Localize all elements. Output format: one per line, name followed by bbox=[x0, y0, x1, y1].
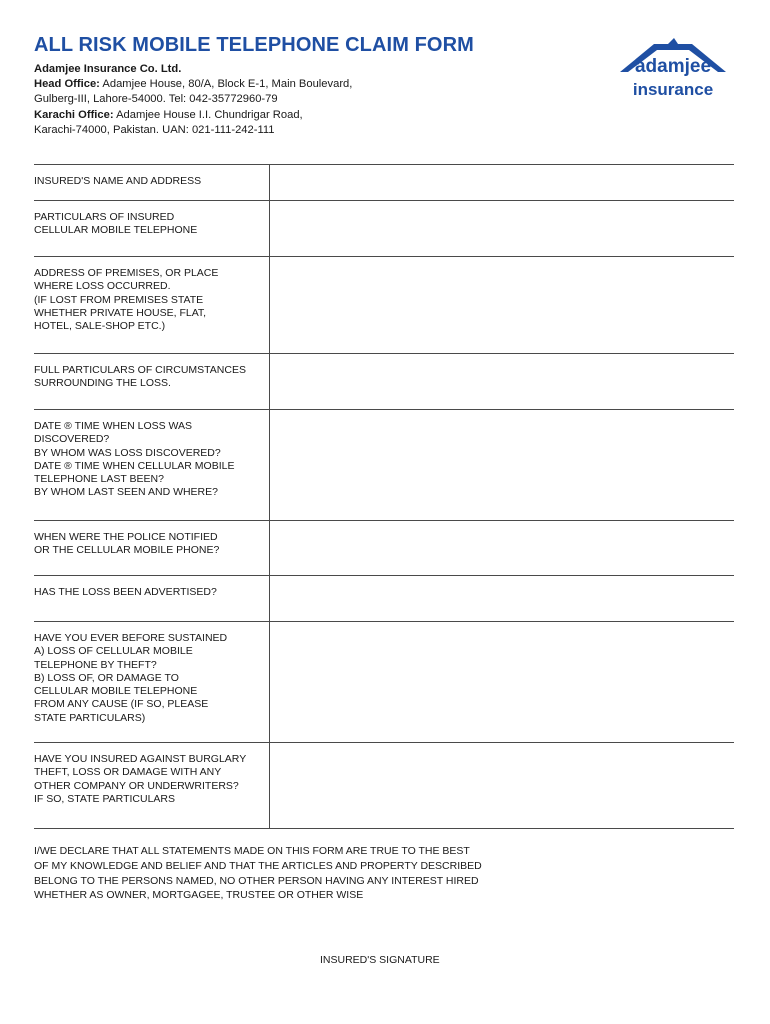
field-label: HAVE YOU INSURED AGAINST BURGLARY THEFT, LOSS OR DAMAGE WITH ANY OTHER COMPANY OR UNDERWRITERS? IF SO, STATE PARTICULARS bbox=[34, 743, 270, 829]
field-label: DATE ® TIME WHEN LOSS WAS DISCOVERED? BY WHOM WAS LOSS DISCOVERED? DATE ® TIME WHEN CELLULAR MOBILE TELEPHONE LAST BEEN? BY WHOM LAST SEEN AND WHERE? bbox=[34, 410, 270, 521]
company-name: Adamjee Insurance Co. Ltd. bbox=[34, 63, 182, 75]
signature-label: INSURED'S SIGNATURE bbox=[320, 954, 440, 966]
head-office-address-1: Adamjee House, 80/A, Block E-1, Main Boulevard, bbox=[102, 78, 353, 91]
insured-name-address-field[interactable] bbox=[270, 165, 735, 201]
form-row-circumstances bbox=[34, 354, 734, 410]
head-office-address-2: Gulberg-III, Lahore-54000. Tel: 042-35772960-79 bbox=[34, 93, 278, 106]
other-insurance-field[interactable] bbox=[270, 743, 735, 829]
adamjee-insurance-logo bbox=[614, 38, 732, 100]
field-label: FULL PARTICULARS OF CIRCUMSTANCES SURROUNDING THE LOSS. bbox=[34, 354, 270, 410]
karachi-office-address-2: Karachi-74000, Pakistan. UAN: 021-111-242-111 bbox=[34, 123, 275, 136]
field-label: HAS THE LOSS BEEN ADVERTISED? bbox=[34, 576, 270, 622]
form-row-phone-particulars bbox=[34, 201, 734, 257]
advertised-field[interactable] bbox=[270, 576, 735, 622]
declaration-text: I/WE DECLARE THAT ALL STATEMENTS MADE ON THIS FORM ARE TRUE TO THE BEST OF MY KNOWLEDGE AND BELIEF AND THAT THE ARTICLES AND PROPERTY DESCRIBED BELONG TO THE PERSONS NAMED, NO OTHER PERSON HAVING ANY INTEREST HIRED WHETHER AS OWNER, MORTGAGEE, TRUSTEE OR OTHER WISE bbox=[34, 845, 482, 902]
head-office-label: Head Office: bbox=[34, 78, 100, 91]
head-office-line1 bbox=[34, 77, 454, 92]
field-label: ADDRESS OF PREMISES, OR PLACE WHERE LOSS OCCURRED. (IF LOST FROM PREMISES STATE WHETHER PRIVATE HOUSE, FLAT, HOTEL, SALE-SHOP ETC.) bbox=[34, 257, 270, 354]
claim-form-table bbox=[34, 164, 734, 829]
form-row-police-notified bbox=[34, 521, 734, 576]
logo-top-text: adamjee bbox=[634, 56, 712, 77]
form-row-other-insurance bbox=[34, 743, 734, 829]
logo-bottom-text: insurance bbox=[632, 80, 714, 99]
field-label: PARTICULARS OF INSURED CELLULAR MOBILE TELEPHONE bbox=[34, 201, 270, 257]
date-time-field[interactable] bbox=[270, 410, 735, 521]
form-row-loss-address bbox=[34, 257, 734, 354]
form-row-advertised bbox=[34, 576, 734, 622]
company-info bbox=[34, 62, 454, 138]
karachi-office-address-1: Adamjee House I.I. Chundrigar Road, bbox=[116, 108, 303, 121]
field-label: WHEN WERE THE POLICE NOTIFIED OR THE CELLULAR MOBILE PHONE? bbox=[34, 521, 270, 576]
form-row-insured-name bbox=[34, 165, 734, 201]
form-row-date-time bbox=[34, 410, 734, 521]
form-row-previous-loss bbox=[34, 622, 734, 743]
loss-address-field[interactable] bbox=[270, 257, 735, 354]
karachi-office-label: Karachi Office: bbox=[34, 108, 114, 121]
field-label: HAVE YOU EVER BEFORE SUSTAINED A) LOSS OF CELLULAR MOBILE TELEPHONE BY THEFT? B) LOSS OF, OR DAMAGE TO CELLULAR MOBILE TELEPHONE FROM ANY CAUSE (IF SO, PLEASE STATE PARTICULARS) bbox=[34, 622, 270, 743]
police-notified-field[interactable] bbox=[270, 521, 735, 576]
circumstances-field[interactable] bbox=[270, 354, 735, 410]
field-label: INSURED'S NAME AND ADDRESS bbox=[34, 165, 270, 201]
previous-loss-field[interactable] bbox=[270, 622, 735, 743]
form-title: ALL RISK MOBILE TELEPHONE CLAIM FORM bbox=[34, 34, 474, 56]
phone-particulars-field[interactable] bbox=[270, 201, 735, 257]
karachi-office-line1 bbox=[34, 108, 454, 123]
